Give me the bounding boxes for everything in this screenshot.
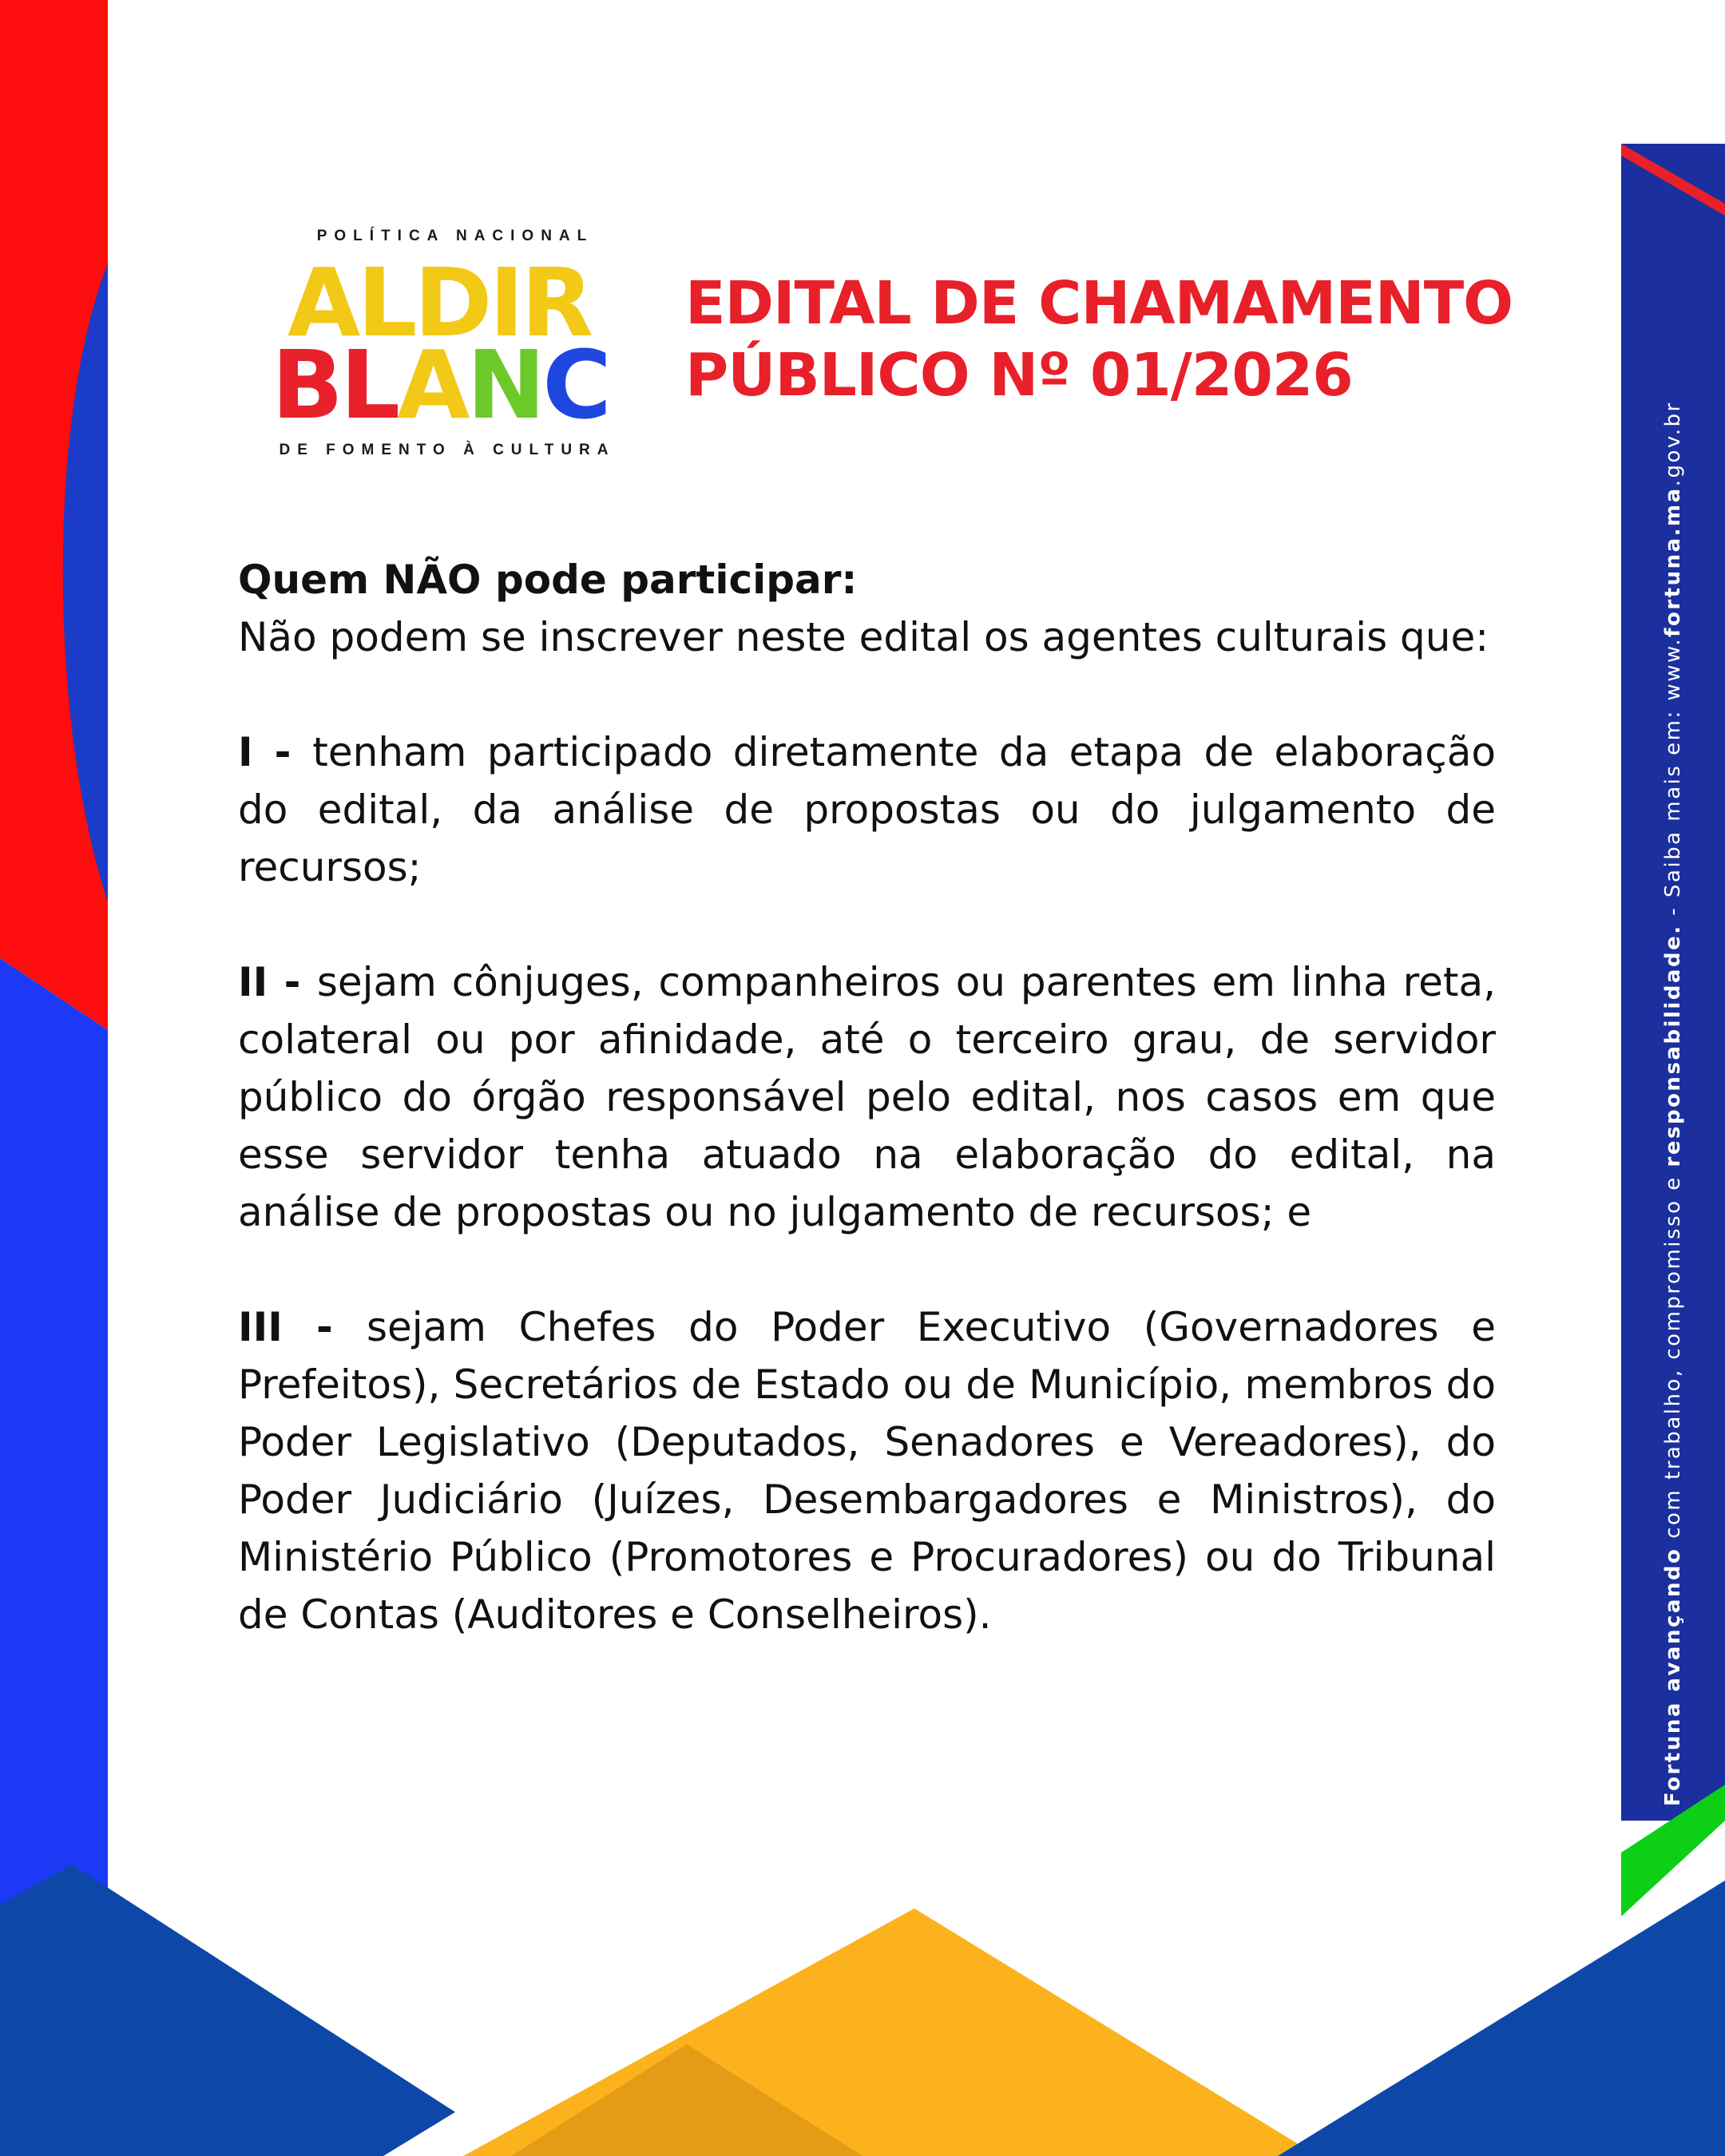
left-blue-band [0, 958, 108, 1916]
logo-letter-l: L [339, 330, 398, 440]
logo-letter-a: A [288, 248, 358, 358]
section-heading: Quem NÃO pode participar: [238, 557, 858, 603]
item-1-number: I - [238, 729, 313, 775]
item-1-text: tenham participado diretamente da etapa de elaboração do edital, da análise de propostas ou do julgamento de recursos; [238, 729, 1496, 890]
side-text-bold-3: responsabilidade. [1661, 924, 1685, 1167]
logo-word-blanc [272, 330, 609, 440]
item-3 [238, 1298, 1496, 1643]
item-2-number: II - [238, 959, 317, 1005]
logo-letter-b: B [272, 330, 340, 440]
side-vertical-text [1661, 217, 1685, 1806]
logo-bottom-text: DE FOMENTO À CULTURA [279, 442, 616, 458]
side-text-6: .gov.br [1661, 401, 1685, 487]
side-text-4: - Saiba mais em: www. [1661, 636, 1685, 925]
side-text-2: com trabalho, compromisso e [1661, 1167, 1685, 1548]
side-text-bold-1: Fortuna avançando [1661, 1547, 1685, 1806]
logo-letters-ldir: LDIR [357, 248, 591, 358]
title-line-1: EDITAL DE CHAMAMENTO [685, 269, 1513, 338]
main-content [238, 551, 1496, 1643]
intro-paragraph: Não podem se inscrever neste edital os agentes culturais que: [238, 614, 1489, 660]
item-3-number: III - [238, 1304, 367, 1350]
logo-letter-n: N [466, 330, 543, 440]
item-1 [238, 723, 1496, 896]
title-line-2: PÚBLICO Nº 01/2026 [685, 341, 1353, 410]
logo-letter-a2: A [397, 330, 467, 440]
logo-top-text: POLÍTICA NACIONAL [316, 228, 594, 244]
page-title [685, 268, 1532, 411]
item-2 [238, 953, 1496, 1241]
aldir-blanc-logo [256, 228, 639, 467]
item-3-text: sejam Chefes do Poder Executivo (Governadores e Prefeitos), Secretários de Estado ou de Município, membros do Poder Legislativo (Deputados, Senadores e Vereadores), do Poder Judiciário (Juízes, Desembargadores e Ministros), do Ministério Público (Promotores e Procuradores) ou do Tribunal de Contas (Auditores e Conselheiros). [238, 1304, 1496, 1638]
item-2-text: sejam cônjuges, companheiros ou parentes em linha reta, colateral ou por afinidade, até o terceiro grau, de servidor público do órgão responsável pelo edital, nos casos em que esse servidor tenha atuado na elaboração do edital, na análise de propostas ou no julgamento de recursos; e [238, 959, 1496, 1235]
logo-letter-c: C [542, 330, 609, 440]
side-text-bold-5: fortuna.ma [1661, 486, 1685, 637]
